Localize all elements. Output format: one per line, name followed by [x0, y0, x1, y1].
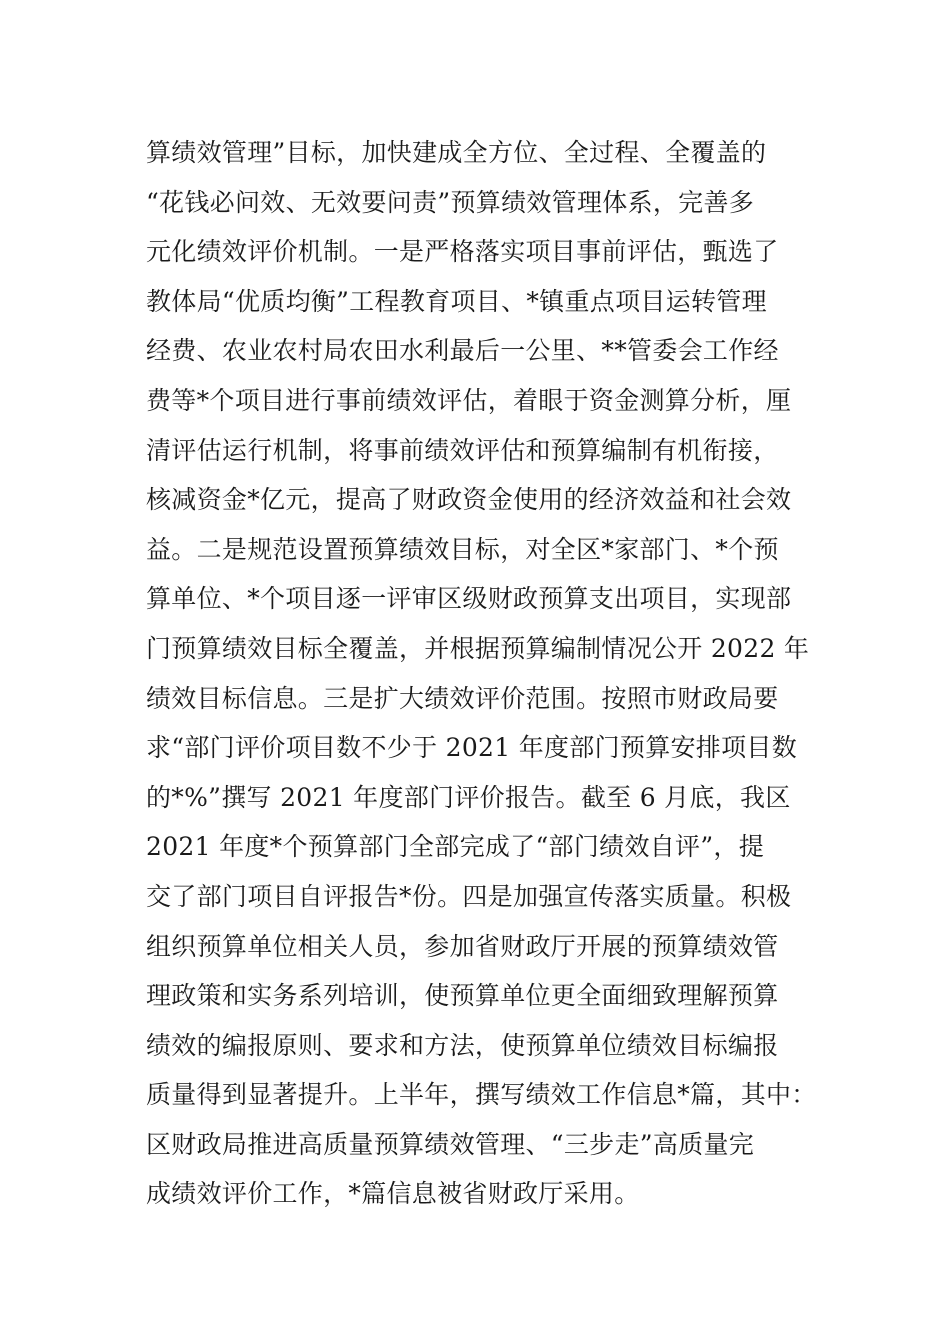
text-line: 2021 年度*个预算部门全部完成了“部门绩效自评”，提 [146, 832, 765, 862]
text-line: 教体局“优质均衡”工程教育项目、*镇重点项目运转管理 [146, 286, 767, 316]
body-paragraph [146, 128, 826, 1219]
text-line: 质量得到显著提升。上半年，撰写绩效工作信息*篇，其中： [146, 1080, 817, 1110]
text-line: 核减资金*亿元，提高了财政资金使用的经济效益和社会效 [146, 485, 792, 515]
text-line: 费等*个项目进行事前绩效评估，着眼于资金测算分析，厘 [146, 385, 792, 415]
text-line: 绩效的编报原则、要求和方法，使预算单位绩效目标编报 [146, 1030, 779, 1060]
text-line: 绩效目标信息。三是扩大绩效评价范围。按照市财政局要 [146, 683, 779, 713]
text-line: 清评估运行机制，将事前绩效评估和预算编制有机衔接， [146, 435, 779, 465]
text-line: 区财政局推进高质量预算绩效管理、“三步走”高质量完 [146, 1129, 755, 1159]
text-line: 经费、农业农村局农田水利最后一公里、**管委会工作经 [146, 336, 779, 366]
text-line: 理政策和实务系列培训，使预算单位更全面细致理解预算 [146, 981, 779, 1011]
text-line: “花钱必问效、无效要问责”预算绩效管理体系，完善多 [146, 187, 755, 217]
text-line: 算单位、*个项目逐一评审区级财政预算支出项目，实现部 [146, 584, 792, 614]
text-line: 求“部门评价项目数不少于 2021 年度部门预算安排项目数 [146, 733, 797, 763]
text-line: 成绩效评价工作，*篇信息被省财政厅采用。 [146, 1179, 640, 1209]
text-line: 组织预算单位相关人员，参加省财政厅开展的预算绩效管 [146, 931, 779, 961]
text-line: 交了部门项目自评报告*份。四是加强宣传落实质量。积极 [146, 881, 792, 911]
text-line: 益。二是规范设置预算绩效目标，对全区*家部门、*个预 [146, 534, 779, 564]
text-line: 的*%”撰写 2021 年度部门评价报告。截至 6 月底，我区 [146, 782, 791, 812]
text-line: 算绩效管理”目标，加快建成全方位、全过程、全覆盖的 [146, 138, 767, 167]
text-line: 元化绩效评价机制。一是严格落实项目事前评估，甄选了 [146, 237, 779, 267]
text-line: 门预算绩效目标全覆盖，并根据预算编制情况公开 2022 年 [146, 633, 810, 663]
